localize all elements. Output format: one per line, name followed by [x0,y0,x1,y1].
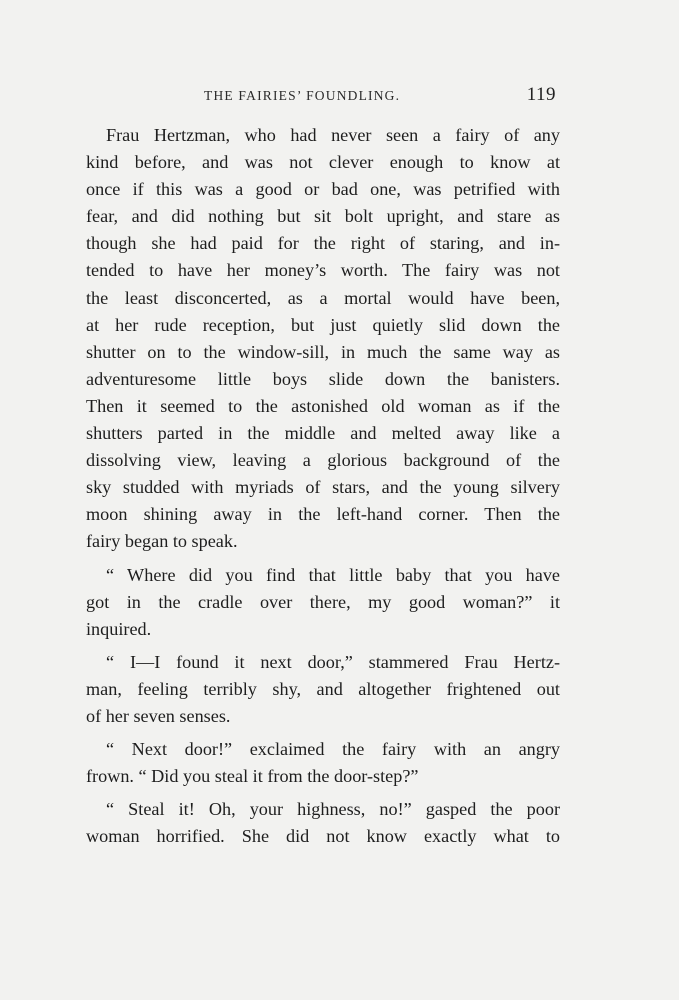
text-line: Then it seemed to the astonished old woman as if the [86,395,560,416]
text-line: though she had paid for the right of staring, and in- [86,233,560,254]
text-line: adventuresome little boys slide down the banisters. [86,368,560,389]
text-line: “ Steal it! Oh, your highness, no!” gasped the poor [106,799,560,820]
text-line: fear, and did nothing but sit bolt upright, and stare as [86,206,560,227]
text-line: “ I—I found it next door,” stammered Frau Hertz- [106,651,560,672]
text-line: dissolving view, leaving a glorious background of the [86,450,560,471]
text-line: tended to have her money’s worth. The fairy was not [86,260,560,281]
text-line: the least disconcerted, as a mortal would have been, [86,287,560,308]
text-line: inquired. [86,618,152,639]
paragraph [86,736,560,790]
text-line: “ Next door!” exclaimed the fairy with an angry [106,739,560,760]
paragraph [86,796,560,850]
running-title: THE FAIRIES’ FOUNDLING. [204,88,401,103]
text-line: woman horrified. She did not know exactly what to [86,826,560,847]
text-line: shutter on to the window-sill, in much the same way as [86,341,560,362]
text-line: of her seven senses. [86,705,231,726]
text-line: frown. “ Did you steal it from the door-step?” [86,766,419,787]
page-number: 119 [526,84,556,105]
text-line: at her rude reception, but just quietly slid down the [86,314,560,335]
text-line: sky studded with myriads of stars, and the young silvery [86,477,560,498]
text-line: man, feeling terribly shy, and altogether frightened out [86,678,560,699]
text-line: Frau Hertzman, who had never seen a fairy of any [106,125,560,145]
body-text [86,122,560,850]
text-line: got in the cradle over there, my good woman?” it [86,591,560,612]
paragraph [86,562,560,643]
text-line: shutters parted in the middle and melted away like a [86,423,560,444]
text-line: fairy began to speak. [86,531,238,552]
page-header [86,86,560,110]
paragraph [86,649,560,730]
text-line: kind before, and was not clever enough to know at [86,152,560,173]
text-line: “ Where did you find that little baby that you have [106,564,560,585]
text-line: once if this was a good or bad one, was petrified with [86,179,560,200]
paragraph [86,122,560,556]
text-line: moon shining away in the left-hand corner. Then the [86,504,560,525]
